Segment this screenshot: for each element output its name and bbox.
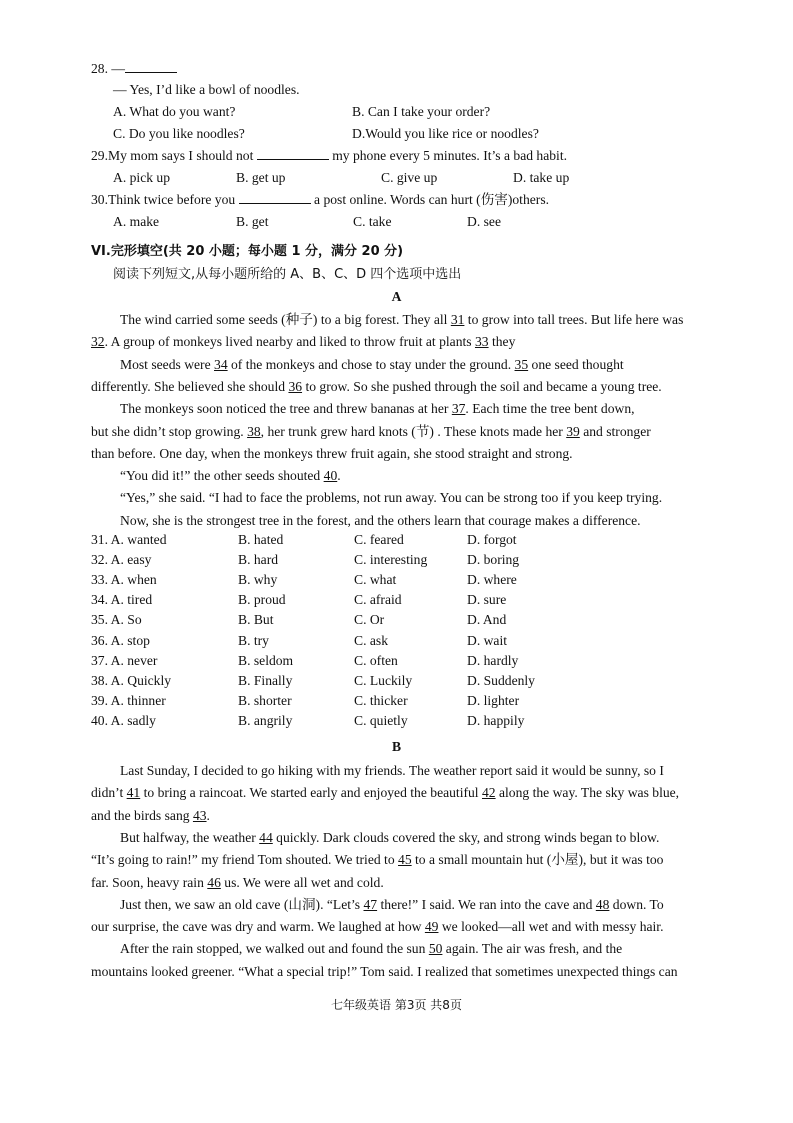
passage-line: [91, 874, 384, 892]
passage-text: than before. One day, when the monkeys threw fruit again, she stood straight and strong.: [91, 445, 573, 461]
cloze-option: C. ask: [354, 632, 388, 648]
blank-number: 39: [566, 423, 580, 439]
passage-text: , her trunk grew hard knots (节) . These knots made her: [260, 423, 567, 439]
cloze-option: 37. A. never: [91, 652, 158, 668]
passage-text: and stronger: [579, 423, 651, 439]
section-instruction: 阅读下列短文,从每小题所给的 A、B、C、D 四个选项中选出: [113, 267, 462, 282]
blank-number: 49: [424, 919, 439, 935]
passage-line: [91, 963, 678, 981]
blank-number: 46: [207, 874, 221, 890]
q28-option-b: B. Can I take your order?: [352, 104, 491, 119]
q28-stem: 28. —: [91, 60, 177, 78]
cloze-option: 33. A. when: [91, 572, 157, 588]
passage-line: [120, 896, 664, 914]
cloze-option: 34. A. tired: [91, 592, 153, 608]
passage-b-heading: B: [391, 739, 402, 754]
blank-number: 35: [514, 356, 529, 372]
blank-number: 48: [595, 896, 610, 912]
cloze-option: 38. A. Quickly: [91, 672, 172, 688]
passage-line: [91, 851, 663, 869]
cloze-option: D. And: [467, 612, 507, 628]
passage-text: our surprise, the cave was dry and warm. We laughed at how: [91, 919, 425, 935]
q30-option-a: A. make: [113, 214, 160, 229]
q28-reply: — Yes, I’d like a bowl of noodles.: [113, 82, 300, 97]
cloze-option: C. Luckily: [354, 672, 413, 688]
passage-line: [91, 333, 515, 351]
passage-text: they: [488, 334, 516, 350]
cloze-option: B. hated: [238, 532, 284, 547]
passage-text: The wind carried some seeds (种子) to a big forest. They all: [120, 312, 451, 327]
passage-text: we looked—all wet and with messy hair.: [438, 919, 664, 935]
passage-text: quickly. Dark clouds covered the sky, and strong winds began to blow.: [272, 829, 660, 845]
passage-line: [120, 512, 641, 530]
blank-number: 50: [428, 941, 443, 957]
cloze-option: B. Finally: [238, 672, 293, 688]
passage-text: again. The air was fresh, and the: [442, 941, 623, 957]
cloze-option: D. sure: [467, 592, 507, 608]
passage-text: But halfway, the weather: [120, 829, 260, 845]
answer-blank: [125, 60, 177, 73]
cloze-option: D. where: [467, 572, 517, 588]
cloze-option: C. often: [354, 652, 398, 668]
cloze-option: B. seldom: [238, 652, 294, 668]
passage-text: differently. She believed she should: [91, 378, 289, 394]
blank-number: 31: [450, 312, 465, 327]
passage-text: of the monkeys and chose to stay under the ground.: [227, 356, 515, 372]
passage-line: [120, 829, 659, 847]
passage-text: down. To: [609, 896, 664, 912]
blank-number: 38: [247, 423, 261, 439]
cloze-option: C. afraid: [354, 592, 402, 608]
blank-number: 40: [323, 468, 338, 484]
blank-number: 44: [259, 829, 273, 845]
passage-text: Just then, we saw an old cave (山洞). “Let’s: [120, 896, 364, 912]
passage-line: [120, 311, 683, 329]
blank-number: 41: [126, 785, 141, 801]
answer-blank: [257, 147, 329, 160]
passage-text: didn’t: [91, 785, 127, 801]
answer-blank: [239, 191, 311, 204]
q30-option-c: C. take: [353, 214, 392, 229]
passage-text: Most seeds were: [120, 356, 215, 372]
passage-line: [120, 400, 635, 418]
passage-text: The monkeys soon noticed the tree and threw bananas at her: [120, 401, 452, 417]
passage-line: [120, 467, 341, 485]
passage-line: [91, 445, 573, 463]
cloze-option: B. But: [238, 612, 274, 628]
blank-number: 42: [482, 785, 496, 801]
passage-line: [91, 423, 651, 441]
blank-number: 36: [288, 378, 303, 394]
passage-text: far. Soon, heavy rain: [91, 874, 208, 890]
passage-text: . A group of monkeys lived nearby and liked to throw fruit at plants: [104, 334, 475, 350]
cloze-option: B. proud: [238, 592, 286, 608]
passage-text: .: [206, 807, 210, 823]
passage-text: and the birds sang: [91, 807, 193, 823]
cloze-option: D. Suddenly: [467, 672, 535, 688]
passage-text: mountains looked greener. “What a special trip!” Tom said. I realized that sometimes unexpected things can: [91, 963, 678, 979]
passage-line: [120, 356, 624, 374]
q28-option-d: D.Would you like rice or noodles?: [352, 126, 539, 141]
passage-line: [91, 784, 679, 802]
q29-option-d: D. take up: [513, 170, 570, 185]
passage-text: “Yes,” she said. “I had to face the problems, not run away. You can be strong too if you keep trying.: [120, 490, 663, 506]
passage-text: us. We were all wet and cold.: [220, 874, 384, 890]
cloze-option: 40. A. sadly: [91, 712, 156, 728]
q29-option-b: B. get up: [236, 170, 286, 185]
passage-text: . Each time the tree bent down,: [465, 401, 635, 417]
passage-line: [91, 918, 663, 936]
q28-option-c: C. Do you like noodles?: [113, 126, 245, 141]
q28-option-a: A. What do you want?: [113, 104, 236, 119]
cloze-option: B. why: [238, 572, 278, 588]
cloze-option: C. thicker: [354, 692, 408, 708]
passage-text: “It’s going to rain!” my friend Tom shouted. We tried to: [91, 852, 399, 868]
passage-a-heading: A: [391, 289, 402, 304]
passage-line: [91, 378, 662, 396]
cloze-option: C. feared: [354, 532, 404, 547]
blank-number: 37: [451, 401, 466, 417]
blank-number: 43: [192, 807, 207, 823]
cloze-option: 36. A. stop: [91, 632, 150, 648]
passage-text: Last Sunday, I decided to go hiking with my friends. The weather report said it would be sunny, so I: [120, 763, 664, 778]
passage-text: along the way. The sky was blue,: [495, 785, 680, 801]
cloze-option: 35. A. So: [91, 612, 142, 628]
cloze-option: 31. A. wanted: [91, 532, 167, 547]
passage-text: to bring a raincoat. We started early and enjoyed the beautiful: [140, 785, 482, 801]
q29-option-c: C. give up: [381, 170, 438, 185]
cloze-option: D. happily: [467, 712, 525, 728]
cloze-option: C. what: [354, 572, 397, 588]
cloze-option: B. hard: [238, 552, 279, 568]
passage-text: one seed thought: [528, 356, 624, 372]
passage-text: After the rain stopped, we walked out and found the sun: [120, 941, 429, 957]
cloze-option: 32. A. easy: [91, 552, 152, 568]
blank-number: 45: [398, 852, 412, 868]
cloze-option: B. try: [238, 632, 269, 648]
section-title: VI.完形填空(共 20 小题；每小题 1 分，满分 20 分): [91, 244, 404, 259]
cloze-option: C. interesting: [354, 552, 428, 568]
page-footer: 七年级英语 第3页 共8页: [331, 998, 462, 1012]
cloze-option: C. Or: [354, 612, 385, 628]
passage-text: to a small mountain hut (小屋), but it was too: [411, 852, 664, 868]
passage-line: [120, 940, 622, 958]
q30-option-d: D. see: [467, 214, 501, 229]
passage-text: “You did it!” the other seeds shouted: [120, 468, 324, 484]
cloze-option: B. shorter: [238, 692, 292, 708]
passage-text: Now, she is the strongest tree in the forest, and the others learn that courage makes a difference.: [120, 512, 641, 528]
cloze-option: B. angrily: [238, 712, 293, 728]
cloze-option: D. wait: [467, 632, 508, 648]
passage-text: to grow into tall trees. But life here was: [464, 312, 684, 327]
passage-text: .: [337, 468, 341, 484]
cloze-option: 39. A. thinner: [91, 692, 166, 708]
cloze-option: D. hardly: [467, 652, 519, 668]
passage-line: [91, 807, 210, 825]
cloze-option: D. lighter: [467, 692, 520, 708]
cloze-option: D. forgot: [467, 532, 517, 547]
q29-stem: 29.My mom says I should not my phone every 5 minutes. It’s a bad habit.: [91, 148, 568, 163]
passage-text: to grow. So she pushed through the soil and became a young tree.: [302, 378, 662, 394]
blank-number: 47: [363, 896, 378, 912]
passage-line: [120, 762, 664, 780]
passage-text: there!” I said. We ran into the cave and: [377, 896, 596, 912]
blank-number: 32: [91, 334, 105, 350]
blank-number: 33: [474, 334, 489, 350]
cloze-option: C. quietly: [354, 712, 408, 728]
q30-option-b: B. get: [236, 214, 269, 229]
q29-option-a: A. pick up: [113, 170, 171, 185]
passage-text: but she didn’t stop growing.: [91, 423, 248, 439]
q30-stem: 30.Think twice before you a post online. Words can hurt (伤害)others.: [91, 192, 550, 207]
blank-number: 34: [214, 356, 228, 372]
cloze-option: D. boring: [467, 552, 520, 568]
passage-line: [120, 489, 662, 507]
